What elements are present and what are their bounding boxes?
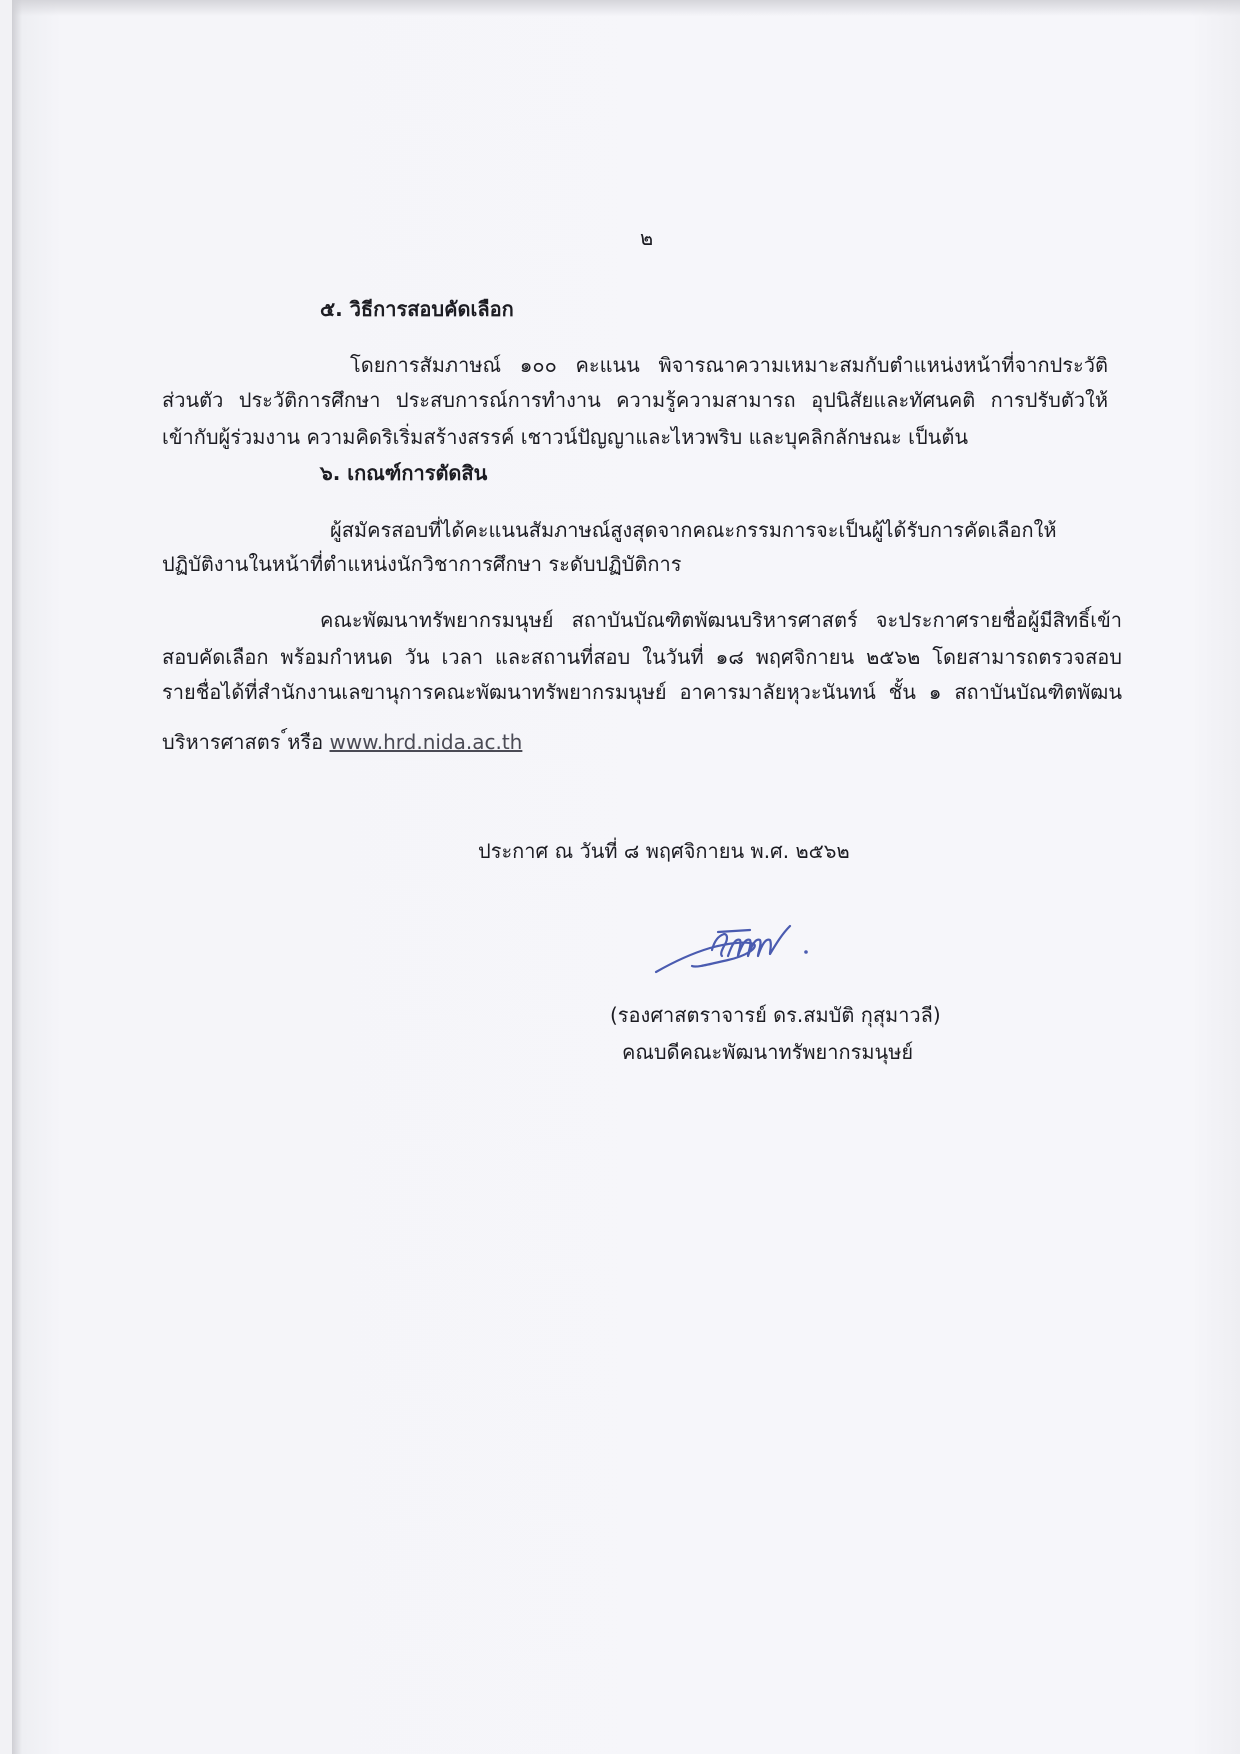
section-6-line-2: ปฏิบัติงานในหน้าที่ตำแหน่งนักวิชาการศึกษา ระดับปฏิบัติการ (162, 552, 682, 576)
signer-title: คณบดีคณะพัฒนาทรัพยากรมนุษย์ (622, 1040, 914, 1064)
announcement-date: ประกาศ ณ วันที่ ๘ พฤศจิกายน พ.ศ. ๒๕๖๒ (478, 839, 850, 863)
website-link[interactable]: www.hrd.nida.ac.th (329, 730, 523, 754)
announcement-line-4-text: บริหารศาสตร ์หรือ (162, 730, 330, 754)
announcement-line-2: สอบคัดเลือก พร้อมกำหนด วัน เวลา และสถานที่สอบ ในวันที่ ๑๘ พฤศจิกายน ๒๕๖๒ โดยสามารถตรวจสอบ (162, 645, 1122, 669)
section-5-line-1: โดยการสัมภาษณ์ ๑๐๐ คะแนน พิจารณาความเหมาะสมกับตำแหน่งหน้าที่จากประวัติ (350, 353, 1108, 377)
document-page (12, 0, 1240, 1754)
signature-image (650, 914, 830, 982)
page-number: ๒ (640, 226, 654, 250)
section-6-line-1: ผู้สมัครสอบที่ได้คะแนนสัมภาษณ์สูงสุดจากคณะกรรมการจะเป็นผู้ได้รับการคัดเลือกให้ (330, 518, 1057, 542)
section-5-heading: ๕. วิธีการสอบคัดเลือก (320, 297, 514, 321)
announcement-line-1: คณะพัฒนาทรัพยากรมนุษย์ สถาบันบัณฑิตพัฒนบริหารศาสตร์ จะประกาศรายชื่อผู้มีสิทธิ์เข้า (320, 608, 1122, 632)
announcement-line-3: รายชื่อได้ที่สำนักงานเลขานุการคณะพัฒนาทรัพยากรมนุษย์ อาคารมาลัยหุวะนันทน์ ชั้น ๑ สถาบันบัณฑิตพัฒน (162, 680, 1122, 704)
section-6-heading: ๖. เกณฑ์การตัดสิน (320, 461, 488, 485)
section-5-line-2: ส่วนตัว ประวัติการศึกษา ประสบการณ์การทำงาน ความรู้ความสามารถ อุปนิสัยและทัศนคติ การปรับตัวให้ (162, 388, 1108, 412)
signer-name: (รองศาสตราจารย์ ดร.สมบัติ กุสุมาวลี) (610, 1003, 941, 1027)
section-5-line-3: เข้ากับผู้ร่วมงาน ความคิดริเริ่มสร้างสรรค์ เชาวน์ปัญญาและไหวพริบ และบุคลิกลักษณะ เป็นต้น (162, 425, 968, 449)
announcement-line-4 (162, 728, 522, 756)
